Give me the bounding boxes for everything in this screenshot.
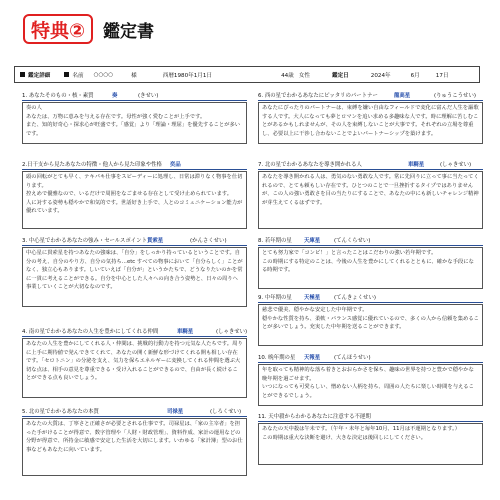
reading-month: 6月	[410, 72, 420, 79]
section-title	[22, 408, 247, 417]
section-title-text: 4. 南の星でわかるあなたの人生を豊かにしてくれる仲間	[22, 329, 159, 335]
section-title	[22, 328, 247, 337]
section-body: 中心星に貫索星を持つあなたの強味は、「自分」をしっかり持っているということです。自分の考え、自分のやり方、自分の気持ち…etc すべての物事において「自分らしく」ことがなく、独立心もあります。しいていえば「自分が」というかたちで、どうなりたいのかを常に一貫に考えることができる。自分を中心とした人々への向き合う姿勢と、日々の周りへ事業していくことが大切ななのです。	[22, 247, 247, 307]
section-body: あなたの天中殺は午未です。（午年・未年と毎年10月、11月は不運期となります。） この時期は重大な決断を避け、大きな決定は後回しにしてください。	[258, 423, 483, 465]
section-misfortune	[258, 413, 483, 465]
reading-date-label: 鑑定日	[331, 72, 349, 79]
section-essence	[22, 408, 247, 476]
section-impression	[22, 161, 247, 229]
star-reading: (かんさくせい)	[190, 238, 227, 244]
section-title-text: 3. 中心星でわかるあなたの強み・セールスポイント	[22, 238, 147, 244]
client-info-bar	[14, 66, 480, 83]
star-reading: (しゃきせい)	[440, 162, 472, 168]
reading-year: 2024年	[370, 72, 391, 79]
section-body: 慈悲で優美、穏やかな安定した中年期です。 穏やかな性質を持ち、柔軟・バランス感覚に優れているので、多くの人から信頼を集めることが多いでしょう。充実した中年期を送ることができます。	[258, 304, 483, 346]
section-body: 頭の回転がとても早く、テキパキ仕事をスピーディーに処理し、日常は滞りなく物事を仕切ります。 控えめで優雅なので、いるだけで周囲をなごませる存在として受け止められています。 人に対する姿勢も穏やかで和気的です。世話好き上手で、人とのコミュニケーション能力が優れています。	[22, 171, 247, 229]
section-title	[258, 354, 483, 363]
section-body: とても努力家で「コンピ！」と言ったことはこだわりの強い若年期です。 この時期にする特定のことは、今後の人生を豊かにしてくれるとともに、確かな手段になる時期です。	[258, 247, 483, 289]
section-body: あなたの大質は、丁寧さと正確さが必要とされる仕事です。司禄星は、「家の主宰者」を担った手がけることが得意で、数字管理や「人財・財政管理」、資料作成、家計の運用などの分野が得意で、所持金に敏感で安定した生活を大切にします。いわゆる「家計簿」型のお仕事などもあなたに向いています。	[22, 418, 247, 476]
section-title	[22, 161, 247, 170]
details-label: 鑑定詳細	[28, 72, 51, 79]
section-nature	[22, 92, 247, 144]
birth-date: 西暦1980年1月1日	[162, 72, 213, 79]
star-keyword: 車騎星	[177, 329, 194, 335]
star-keyword: 奕品	[170, 162, 181, 168]
section-title-text: 10. 晩年期の星	[258, 355, 296, 361]
section-partner	[258, 92, 483, 144]
section-title	[22, 237, 247, 246]
section-title-text: 2.日干支から見たあなたの特徴・他人から見た印象や性格	[22, 162, 162, 168]
section-title-text: 6. 西の星でわかるあなたにピッタリのパートナー	[258, 93, 378, 99]
star-keyword: 車騎星	[408, 162, 425, 168]
section-companions	[22, 328, 247, 398]
reading-day: 17日	[435, 72, 449, 79]
section-body: あなたを導き開かれる人は、勇気のない勇敢な人です。常に先回りに立って事に当たってくれるので、とても頼もしい存在です。ひとつのことで一旦挫折するタイプではありませんが、この人の強い勇敢さを目の当たりにすることで、あなたの中にも新しいチャレンジ精神が芽生えてくるはずです。	[258, 171, 483, 229]
page-title: 鑑定書	[103, 22, 154, 42]
page-header	[0, 0, 500, 60]
star-reading: (きせい)	[138, 93, 159, 99]
star-keyword: 貫索星	[147, 238, 164, 244]
section-body: 年を取っても精神的な落ち着きとおおらかさを保ち、趣味の世界を持つと豊かで穏やかな晩年期を過ごせます。 いつになっても可愛らしい、憎めない人柄を持ち、周囲の人たちに楽しい時間を与えることができるでしょう。	[258, 364, 483, 406]
star-keyword: 天報星	[304, 355, 321, 361]
name-value: ○○○○	[93, 71, 114, 78]
section-title-text: 11. 天中殺からわかるあなたに注意する不運期	[258, 414, 371, 420]
section-body: 奏の人 あなたは、万物に恵みを与える存在です。母性が強く愛むことが上手です。 また、知的好奇心・探求心が旺盛です。「感覚」より「理論・理屈」を優先することが多いです。	[22, 102, 247, 144]
bonus-badge: 特典②	[23, 14, 93, 44]
section-middle-age	[258, 294, 483, 346]
star-keyword: 司禄星	[167, 409, 184, 415]
section-body: あなたの人生を豊かにしてくれる人・仲間は、挑戦的行動力を持つ元気な人たちです。周りに上手に期待値で発んできてくれて、あなたの開く新鮮な形づけてくれる開も相しい存在です。「セロトニン」の分泌を支え、気力を保ちエネルギーに変換してくれる仲間を選ぶ大切な点は、相手の意見を尊重できる・受け入れることができるので、自由が長く続けることができる点も良いでしょう。	[22, 338, 247, 398]
section-guide	[258, 161, 483, 229]
section-title-text: 5. 北の星でわかるあなたの本質	[22, 409, 99, 415]
section-strength	[22, 237, 247, 307]
star-reading: (てんくらせい)	[334, 238, 371, 244]
star-reading: (てんほうせい)	[334, 355, 371, 361]
star-keyword: 天庫星	[304, 238, 321, 244]
name-label: 名前	[72, 72, 84, 79]
star-keyword: 龍高星	[394, 93, 411, 99]
section-title-text: 1. あなたそのもの・核・素質	[22, 93, 94, 99]
star-reading: (てんきょくせい)	[334, 295, 376, 301]
section-old-age	[258, 354, 483, 406]
section-title-text: 8. 若年期の星	[258, 238, 292, 244]
section-title	[258, 413, 483, 422]
star-keyword: 奏	[112, 93, 118, 99]
gender-value: 女性	[298, 72, 310, 79]
section-title	[258, 92, 483, 101]
section-title	[22, 92, 247, 101]
section-title	[258, 294, 483, 303]
star-reading: (りゅうこうせい)	[434, 93, 476, 99]
honorific: 様	[131, 72, 137, 79]
section-title-text: 7. 北の星でわかるあなたを導き開かれる人	[258, 162, 362, 168]
section-youth	[258, 237, 483, 289]
star-reading: (しゃきせい)	[216, 329, 247, 335]
star-reading: (しろくせい)	[210, 409, 242, 415]
section-body: あなたにぴったりのパートナーは、束縛を嫌い自由なフィールドで変化に富んだ人生を謳歌する人です。大人になっても夢とロマンを追い求める多趣味な人です。時に理解に苦しむことがあるかもしれませんが、その人を束縛しないことが大事です。それぞれの立場を尊重し、必要以上に干渉し合わないことでよいパートナーシップを築けます。	[258, 102, 483, 144]
section-title	[258, 161, 483, 170]
square-bullet-icon	[20, 72, 25, 77]
age-value: 44歳	[281, 72, 294, 79]
star-keyword: 天極星	[304, 295, 321, 301]
section-title	[258, 237, 483, 246]
section-title-text: 9. 中年期の星	[258, 295, 292, 301]
square-bullet-icon	[64, 72, 69, 77]
